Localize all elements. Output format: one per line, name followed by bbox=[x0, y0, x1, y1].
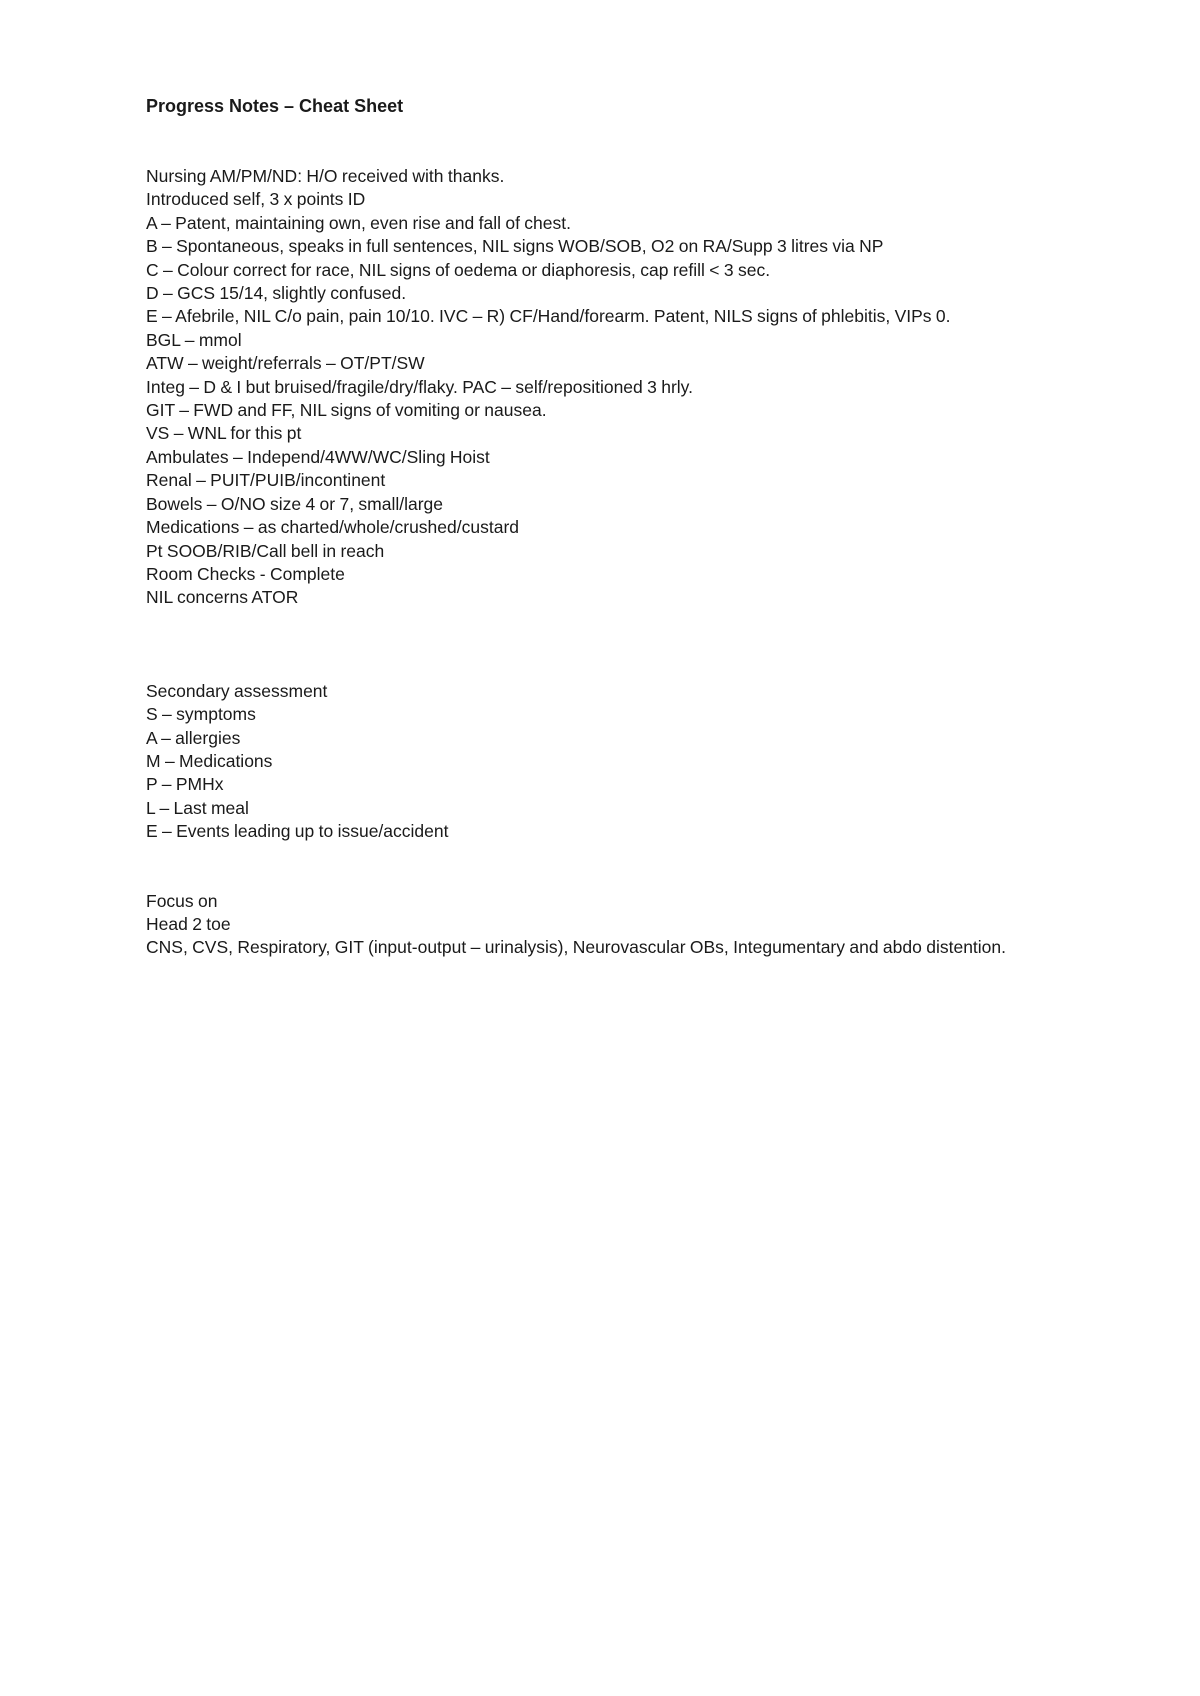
note-line: Renal – PUIT/PUIB/incontinent bbox=[146, 470, 386, 491]
note-line: B – Spontaneous, speaks in full sentences, NIL signs WOB/SOB, O2 on RA/Supp 3 litres via NP bbox=[146, 236, 884, 257]
progress-notes-section bbox=[146, 165, 1066, 610]
note-line: NIL concerns ATOR bbox=[146, 587, 299, 608]
focus-line: CNS, CVS, Respiratory, GIT (input-output – urinalysis), Neurovascular OBs, Integumentary and abdo distention. bbox=[146, 937, 1007, 958]
note-line: ATW – weight/referrals – OT/PT/SW bbox=[146, 353, 425, 374]
note-line: Medications – as charted/whole/crushed/custard bbox=[146, 517, 520, 538]
assessment-line: L – Last meal bbox=[146, 797, 249, 818]
secondary-assessment-section bbox=[146, 680, 1066, 844]
note-line: A – Patent, maintaining own, even rise and fall of chest. bbox=[146, 212, 571, 233]
note-line: Room Checks - Complete bbox=[146, 563, 345, 584]
note-line: Nursing AM/PM/ND: H/O received with thanks. bbox=[146, 166, 505, 186]
assessment-line: M – Medications bbox=[146, 750, 273, 771]
note-line: Pt SOOB/RIB/Call bell in reach bbox=[146, 540, 385, 561]
assessment-line: P – PMHx bbox=[146, 774, 224, 795]
page-title: Progress Notes – Cheat Sheet bbox=[146, 96, 404, 116]
note-line: C – Colour correct for race, NIL signs of oedema or diaphoresis, cap refill < 3 sec. bbox=[146, 259, 771, 280]
note-line: Introduced self, 3 x points ID bbox=[146, 189, 366, 210]
section-heading: Secondary assessment bbox=[146, 680, 328, 701]
note-line: GIT – FWD and FF, NIL signs of vomiting or nausea. bbox=[146, 400, 547, 421]
note-line: Bowels – O/NO size 4 or 7, small/large bbox=[146, 493, 444, 514]
assessment-line: S – symptoms bbox=[146, 704, 256, 725]
assessment-line: A – allergies bbox=[146, 727, 241, 748]
assessment-line: E – Events leading up to issue/accident bbox=[146, 821, 449, 842]
note-line: Ambulates – Independ/4WW/WC/Sling Hoist bbox=[146, 446, 490, 467]
note-line: BGL – mmol bbox=[146, 329, 242, 350]
note-line: VS – WNL for this pt bbox=[146, 423, 302, 444]
note-line: D – GCS 15/14, slightly confused. bbox=[146, 283, 407, 304]
focus-line: Head 2 toe bbox=[146, 913, 231, 934]
section-heading: Focus on bbox=[146, 890, 218, 911]
document-page bbox=[146, 94, 1066, 960]
note-line: E – Afebrile, NIL C/o pain, pain 10/10. IVC – R) CF/Hand/forearm. Patent, NILS signs of phlebitis, VIPs 0. bbox=[146, 306, 951, 327]
note-line: Integ – D & I but bruised/fragile/dry/flaky. PAC – self/repositioned 3 hrly. bbox=[146, 376, 693, 397]
focus-section bbox=[146, 890, 1066, 960]
